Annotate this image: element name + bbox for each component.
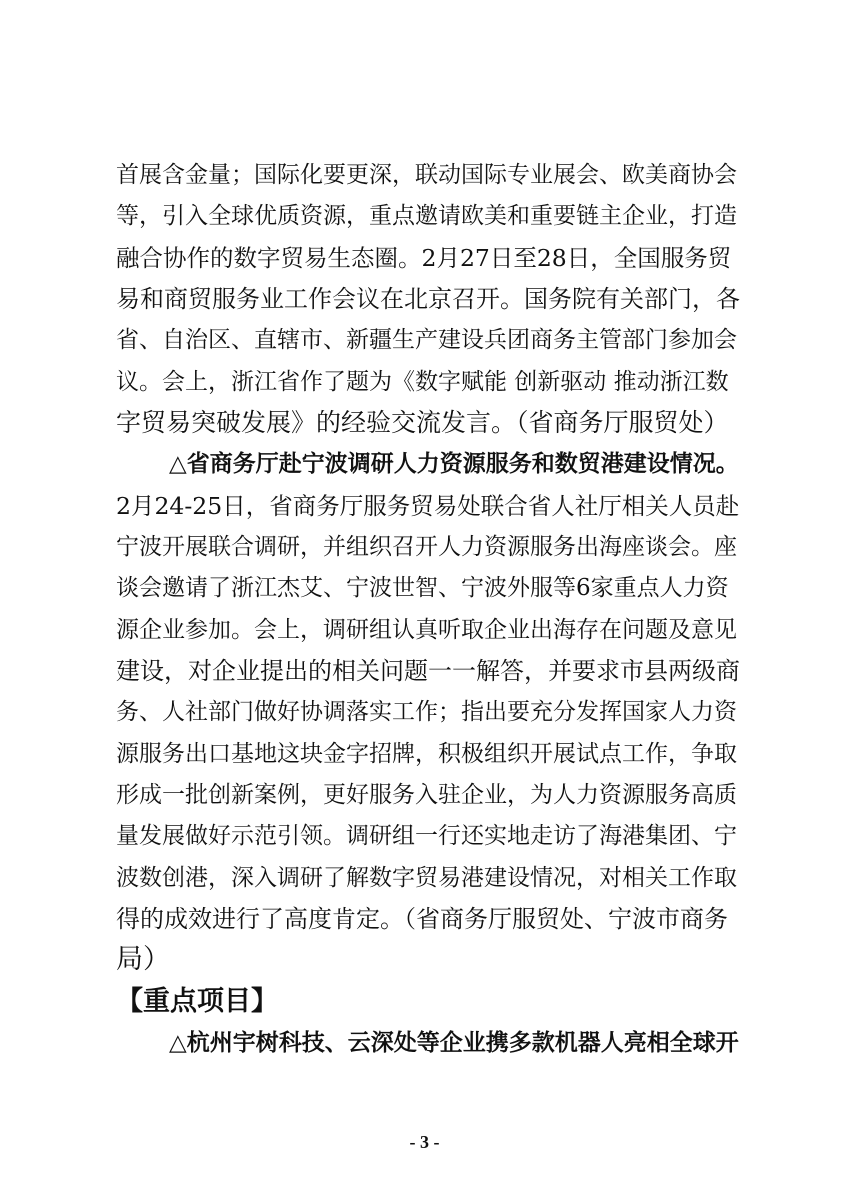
- item-heading: △杭州宇树科技、云深处等企业携多款机器人亮相全球开: [169, 1029, 739, 1056]
- paragraph-1-line-3: 融合协作的数字贸易生态圈。2月27日至28日，全国服务贸: [116, 244, 732, 272]
- paragraph-2-line-6: 务、人社部门做好协调落实工作；指出要充分发挥国家人力资: [116, 699, 737, 725]
- paragraph-2-line-11: 得的成效进行了高度肯定。（省商务厅服贸处、宁波市商务: [116, 905, 728, 933]
- paragraph-2-line-12: 局）: [116, 944, 170, 975]
- paragraph-2-line-1: 2月24-25日，省商务厅服务贸易处联合省人社厅相关人员赴: [116, 492, 740, 520]
- page-number: - 3 -: [409, 1132, 440, 1152]
- paragraph-1-line-2: 等，引入全球优质资源，重点邀请欧美和重要链主企业，打造: [116, 203, 737, 229]
- paragraph-2-line-7: 源服务出口基地这块金字招牌，积极组织开展试点工作，争取: [116, 741, 737, 767]
- paragraph-2-line-3: 谈会邀请了浙江杰艾、宁波世智、宁波外服等6家重点人力资: [116, 575, 729, 601]
- paragraph-2-line-10: 波数创港，深入调研了解数字贸易港建设情况，对相关工作取: [116, 865, 737, 891]
- paragraph-2-line-8: 形成一批创新案例，更好服务入驻企业，为人力资源服务高质: [116, 782, 737, 808]
- paragraph-1-line-7: 字贸易突破发展》的经验交流发言。（省商务厅服贸处）: [116, 408, 729, 437]
- paragraph-1-line-6: 议。会上，浙江省作了题为《数字赋能 创新驱动 推动浙江数: [116, 369, 729, 395]
- paragraph-2-line-4: 源企业参加。会上，调研组认真听取企业出海存在问题及意见: [116, 617, 737, 643]
- paragraph-1-line-5: 省、自治区、直辖市、新疆生产建设兵团商务主管部门参加会: [116, 327, 737, 353]
- paragraph-1-line-4: 易和商贸服务业工作会议在北京召开。国务院有关部门，各: [116, 285, 740, 313]
- paragraph-2-heading: △省商务厅赴宁波调研人力资源服务和数贸港建设情况。: [169, 450, 739, 477]
- section-title: 【重点项目】: [116, 986, 278, 1017]
- paragraph-2-line-5: 建设，对企业提出的相关问题一一解答，并要求市县两级商: [116, 657, 740, 685]
- paragraph-1-line-1: 首展含金量；国际化要更深，联动国际专业展会、欧美商协会: [116, 162, 737, 188]
- paragraph-2-line-2: 宁波开展联合调研，并组织召开人力资源服务出海座谈会。座: [116, 534, 737, 560]
- paragraph-2-line-9: 量发展做好示范引领。调研组一行还实地走访了海港集团、宁: [116, 823, 737, 849]
